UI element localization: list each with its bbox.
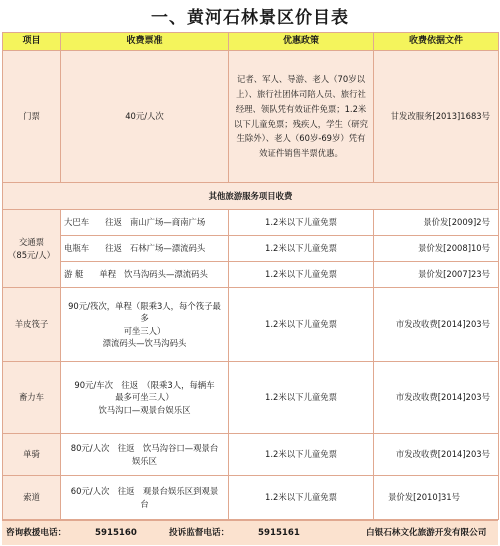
vehicle: 游 艇 <box>64 269 84 280</box>
cart-name: 畜力车 <box>3 362 61 434</box>
header-policy: 优惠政策 <box>229 33 374 51</box>
raft-policy: 1.2米以下儿童免票 <box>229 288 374 362</box>
raft-line2: 可坐三人） <box>123 325 166 336</box>
raft-doc: 市发改收费[2014]203号 <box>374 288 499 362</box>
footer-bar <box>2 520 498 545</box>
direction: 往返 <box>105 243 122 254</box>
route: 石林广场—漂流码头 <box>129 243 206 254</box>
ride-price <box>61 434 229 476</box>
table-row-raft <box>3 288 499 362</box>
route: 饮马沟码头—漂流码头 <box>124 269 208 280</box>
ride-line1: 80元/人次 往返 饮马沟谷口—观景台 <box>70 443 219 454</box>
ticket-name: 门票 <box>3 51 61 183</box>
header-item: 项目 <box>3 33 61 51</box>
route: 南山广场—商南广场 <box>129 217 206 228</box>
ride-policy: 1.2米以下儿童免票 <box>229 434 374 476</box>
ticket-doc: 甘发改服务[2013]1683号 <box>374 51 499 183</box>
ticket-policy: 记者、军人、导游、老人（70岁以上）、旅行社团体司陪人员、旅行社经理、领队凭有效证件免票；1.2米以下儿童免票；残疾人，学生（研究生除外）、老人（60岁-69岁）凭有效证件销售半票优惠。 <box>229 51 374 183</box>
ride-doc: 市发改收费[2014]203号 <box>374 434 499 476</box>
consult-phone-number: 5915160 <box>95 528 137 538</box>
vehicle: 大巴车 <box>64 217 90 228</box>
cart-line1: 90元/车次 往返 （限乘3人，每辆车 <box>74 380 215 391</box>
cable-doc: 景价发[2010]31号 <box>374 476 499 520</box>
table-row-cart <box>3 362 499 434</box>
cable-name: 索道 <box>3 476 61 520</box>
route-cell <box>61 236 229 262</box>
header-doc: 收费依据文件 <box>374 33 499 51</box>
cable-line1: 60元/人次 往返 观景台娱乐区到观景 <box>70 486 219 497</box>
row-policy: 1.2米以下儿童免票 <box>229 236 374 262</box>
table-row-ride <box>3 434 499 476</box>
cart-line2: 最多可坐三人） <box>115 392 174 403</box>
transport-price: （85元/人） <box>8 249 55 260</box>
row-policy: 1.2米以下儿童免票 <box>229 262 374 288</box>
cable-line2: 台 <box>140 498 149 509</box>
table-header-row <box>3 33 499 51</box>
consult-phone-label: 咨询救援电话： <box>6 528 67 538</box>
table-row-ticket <box>3 51 499 183</box>
raft-route: 漂流码头—饮马沟码头 <box>102 337 187 348</box>
transport-name <box>3 210 61 288</box>
cart-policy: 1.2米以下儿童免票 <box>229 362 374 434</box>
row-doc: 景价发[2009]2号 <box>374 210 499 236</box>
cable-policy: 1.2米以下儿童免票 <box>229 476 374 520</box>
price-table <box>2 32 499 520</box>
company-name: 白银石林文化旅游开发有限公司 <box>366 528 487 538</box>
cart-route: 饮马沟口—观景台娱乐区 <box>98 404 191 415</box>
section-row <box>3 183 499 210</box>
transport-label: 交通票 <box>18 237 45 248</box>
cart-doc: 市发改收费[2014]203号 <box>374 362 499 434</box>
table-row-bus <box>3 210 499 236</box>
ride-name: 单骑 <box>3 434 61 476</box>
route-cell <box>61 210 229 236</box>
raft-price <box>61 288 229 362</box>
row-policy: 1.2米以下儿童免票 <box>229 210 374 236</box>
table-row-shuttle <box>3 236 499 262</box>
raft-name: 羊皮筏子 <box>3 288 61 362</box>
raft-line1: 90元/筏次，单程（限乘3人，每个筏子最多 <box>68 301 221 324</box>
direction: 往返 <box>105 217 122 228</box>
table-row-cable <box>3 476 499 520</box>
vehicle: 电瓶车 <box>64 243 90 254</box>
table-row-boat <box>3 262 499 288</box>
section-title: 其他旅游服务项目收费 <box>3 183 499 210</box>
complaint-phone-number: 5915161 <box>258 528 300 538</box>
complaint-phone-label: 投诉监督电话： <box>169 528 230 538</box>
row-doc: 景价发[2007]23号 <box>374 262 499 288</box>
route-cell <box>61 262 229 288</box>
cable-price <box>61 476 229 520</box>
row-doc: 景价发[2008]10号 <box>374 236 499 262</box>
cart-price <box>61 362 229 434</box>
direction: 单程 <box>99 269 117 280</box>
header-price: 收费票准 <box>61 33 229 51</box>
ticket-price: 40元/人次 <box>61 51 229 183</box>
ride-line2: 娱乐区 <box>131 455 158 466</box>
page-title: 一、黄河石林景区价目表 <box>151 8 349 28</box>
